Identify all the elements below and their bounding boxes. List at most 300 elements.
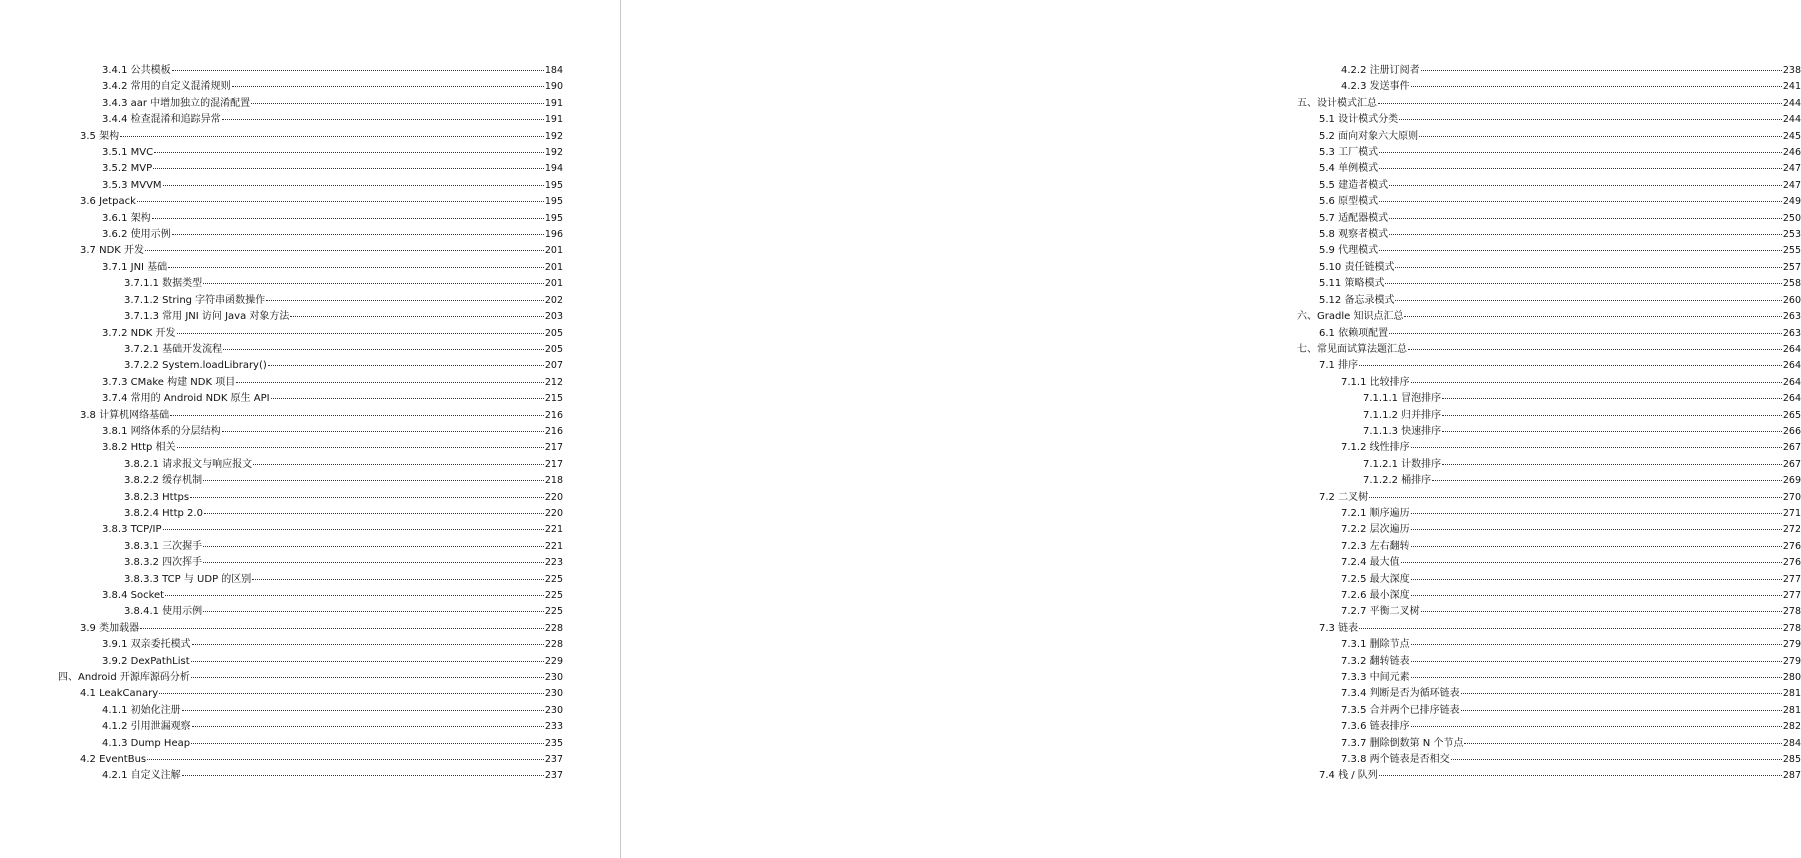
toc-entry-title: 7.1 排序 (1319, 360, 1359, 372)
toc-entry-title: 4.1.2 引用泄漏观察 (102, 721, 191, 733)
toc-entry-title: 七、常见面试算法题汇总 (1297, 343, 1407, 355)
toc-dot-leader (204, 513, 544, 514)
toc-dot-leader (1411, 447, 1782, 448)
toc-entry[interactable] (1297, 194, 1801, 210)
toc-entry-title: 6.1 依赖项配置 (1319, 327, 1389, 339)
toc-entry-page-number: 195 (544, 196, 563, 208)
toc-entry-page-number: 229 (544, 655, 563, 667)
toc-entry-page-number: 192 (544, 147, 563, 159)
toc-dot-leader (268, 365, 544, 366)
toc-entry-title: 4.2.1 自定义注解 (102, 770, 181, 782)
toc-entry-title: 3.7.3 CMake 构建 NDK 项目 (102, 376, 236, 388)
toc-entry-title: 3.6.2 使用示例 (102, 229, 171, 241)
toc-dot-leader (1461, 710, 1782, 711)
toc-entry-title: 7.3.6 链表排序 (1341, 721, 1410, 733)
toc-dot-leader (1385, 283, 1781, 284)
toc-entry-title: 5.11 策略模式 (1319, 278, 1385, 290)
toc-entry-page-number: 285 (1782, 754, 1801, 766)
toc-dot-leader (1359, 365, 1782, 366)
toc-entry[interactable] (1297, 145, 1801, 161)
toc-entry-title: 7.2.7 平衡二叉树 (1341, 606, 1420, 618)
toc-entry-page-number: 205 (544, 343, 563, 355)
toc-entry[interactable] (58, 473, 563, 489)
toc-entry-title: 5.1 设计模式分类 (1319, 114, 1399, 126)
toc-dot-leader (1411, 382, 1782, 383)
toc-entry[interactable] (58, 326, 563, 342)
toc-entry[interactable] (1297, 539, 1801, 555)
toc-entry[interactable] (58, 276, 563, 292)
toc-dot-leader (1432, 480, 1782, 481)
toc-dot-leader (1379, 775, 1782, 776)
toc-entry[interactable] (1297, 522, 1801, 538)
toc-dot-leader (253, 464, 544, 465)
toc-entry-page-number: 277 (1782, 590, 1801, 601)
toc-entry[interactable] (58, 768, 563, 784)
toc-entry-title: 3.9 类加载器 (80, 622, 140, 634)
toc-entry-page-number: 191 (544, 97, 563, 109)
toc-entry-page-number: 279 (1782, 655, 1801, 667)
toc-entry[interactable] (1297, 243, 1801, 259)
toc-entry[interactable] (1297, 555, 1801, 571)
toc-entry-title: 3.8.2 Http 相关 (102, 442, 176, 454)
toc-entry[interactable] (1297, 326, 1801, 342)
toc-dot-leader (236, 382, 544, 383)
toc-entry[interactable] (58, 572, 563, 588)
toc-dot-leader (203, 480, 544, 481)
toc-dot-leader (266, 300, 544, 301)
toc-entry-page-number: 281 (1782, 688, 1801, 700)
toc-entry[interactable] (1297, 703, 1801, 719)
toc-dot-leader (145, 250, 544, 251)
toc-dot-leader (1389, 185, 1782, 186)
toc-entry-page-number: 216 (544, 409, 563, 421)
toc-dot-leader (1411, 529, 1782, 530)
toc-entry[interactable] (58, 161, 563, 177)
toc-entry[interactable] (1297, 670, 1801, 686)
toc-dot-leader (1451, 759, 1782, 760)
toc-entry[interactable] (1297, 506, 1801, 522)
toc-entry-page-number: 230 (544, 672, 563, 684)
toc-entry-title: 3.5.3 MVVM (102, 179, 162, 191)
toc-entry[interactable] (1297, 719, 1801, 735)
toc-entry[interactable] (58, 375, 563, 391)
toc-entry[interactable] (58, 342, 563, 358)
toc-entry[interactable] (58, 654, 563, 670)
toc-dot-leader (1379, 250, 1782, 251)
toc-entry[interactable] (1297, 309, 1801, 325)
toc-entry[interactable] (58, 457, 563, 473)
toc-entry-page-number: 230 (544, 688, 563, 700)
toc-entry-page-number: 267 (1782, 442, 1801, 454)
toc-entry-title: 3.4.2 常用的自定义混淆规则 (102, 81, 231, 93)
toc-dot-leader (159, 693, 544, 694)
toc-entry-page-number: 250 (1782, 212, 1801, 224)
toc-entry-title: 7.3.5 合并两个已排序链表 (1341, 704, 1460, 716)
toc-entry-title: 3.7.2.2 System.loadLibrary() (124, 360, 267, 372)
toc-entry[interactable] (58, 588, 563, 604)
toc-dot-leader (222, 431, 544, 432)
toc-dot-leader (1442, 398, 1782, 399)
toc-entry[interactable] (1297, 457, 1801, 473)
toc-entry[interactable] (1297, 736, 1801, 752)
toc-dot-leader (271, 398, 544, 399)
toc-entry[interactable] (58, 63, 563, 79)
toc-entry[interactable] (1297, 473, 1801, 489)
toc-entry-page-number: 212 (544, 376, 563, 388)
toc-entry-title: 5.5 建造者模式 (1319, 179, 1389, 191)
toc-entry-page-number: 184 (544, 65, 563, 76)
toc-entry-page-number: 277 (1782, 573, 1801, 585)
toc-entry[interactable] (1297, 63, 1801, 79)
toc-entry[interactable] (58, 637, 563, 653)
toc-entry[interactable] (58, 539, 563, 555)
toc-dot-leader (192, 726, 544, 727)
toc-entry[interactable] (1297, 161, 1801, 177)
toc-entry[interactable] (58, 490, 563, 506)
toc-entry-title: 3.6.1 架构 (102, 212, 151, 224)
toc-entry-page-number: 264 (1782, 343, 1801, 355)
toc-dot-leader (1369, 497, 1782, 498)
toc-entry-page-number: 284 (1782, 737, 1801, 749)
toc-entry-page-number: 278 (1782, 606, 1801, 618)
toc-entry[interactable] (1297, 572, 1801, 588)
toc-entry-title: 3.7.2.1 基础开发流程 (124, 343, 223, 355)
toc-entry-page-number: 190 (544, 81, 563, 93)
toc-entry-page-number: 260 (1782, 294, 1801, 306)
toc-entry[interactable] (58, 522, 563, 538)
toc-entry-page-number: 233 (544, 721, 563, 733)
toc-entry-page-number: 247 (1782, 179, 1801, 191)
toc-dot-leader (1411, 86, 1782, 87)
toc-entry-title: 7.2.6 最小深度 (1341, 590, 1410, 601)
toc-entry-title: 3.9.2 DexPathList (102, 655, 190, 667)
toc-entry-title: 3.6 Jetpack (80, 196, 136, 208)
toc-entry-page-number: 217 (544, 458, 563, 470)
toc-entry[interactable] (58, 293, 563, 309)
toc-entry-title: 5.4 单例模式 (1319, 163, 1379, 175)
toc-dot-leader (1421, 70, 1782, 71)
toc-entry-title: 3.7.1.3 常用 JNI 访问 Java 对象方法 (124, 311, 290, 323)
toc-dot-leader (1419, 136, 1782, 137)
toc-entry-page-number: 282 (1782, 721, 1801, 733)
toc-entry-title: 4.1.3 Dump Heap (102, 737, 191, 749)
toc-dot-leader (170, 415, 544, 416)
toc-dot-leader (1359, 628, 1782, 629)
toc-entry[interactable] (1297, 391, 1801, 407)
toc-entry[interactable] (58, 408, 563, 424)
toc-entry[interactable] (1297, 211, 1801, 227)
toc-entry-title: 7.3 链表 (1319, 622, 1359, 634)
toc-entry-title: 5.7 适配器模式 (1319, 212, 1389, 224)
toc-dot-leader (1411, 579, 1782, 580)
toc-entry-page-number: 244 (1782, 114, 1801, 126)
toc-entry-page-number: 249 (1782, 196, 1801, 208)
toc-entry-title: 4.2 EventBus (80, 754, 147, 766)
toc-dot-leader (1411, 546, 1782, 547)
toc-entry[interactable] (1297, 686, 1801, 702)
toc-entry[interactable] (1297, 358, 1801, 374)
toc-entry-page-number: 228 (544, 622, 563, 634)
toc-dot-leader (203, 611, 544, 612)
toc-entry[interactable] (58, 129, 563, 145)
toc-dot-leader (177, 333, 544, 334)
toc-entry-page-number: 194 (544, 163, 563, 175)
toc-entry-title: 7.1.2.2 桶排序 (1363, 475, 1432, 487)
toc-dot-leader (203, 546, 544, 547)
toc-dot-leader (1411, 677, 1782, 678)
toc-entry-title: 3.9.1 双亲委托模式 (102, 639, 191, 651)
toc-entry-title: 5.12 备忘录模式 (1319, 294, 1395, 306)
toc-entry-title: 3.4.4 检查混淆和追踪异常 (102, 114, 221, 126)
toc-entry[interactable] (1297, 424, 1801, 440)
toc-entry-title: 3.8.2.4 Http 2.0 (124, 507, 203, 519)
toc-entry[interactable] (58, 752, 563, 768)
toc-entry[interactable] (58, 227, 563, 243)
toc-entry-title: 五、设计模式汇总 (1297, 97, 1377, 109)
toc-entry[interactable] (1297, 375, 1801, 391)
toc-entry-page-number: 255 (1782, 245, 1801, 257)
toc-entry[interactable] (1297, 621, 1801, 637)
toc-entry-title: 3.4.3 aar 中增加独立的混淆配置 (102, 97, 251, 109)
toc-entry-title: 3.7 NDK 开发 (80, 245, 144, 257)
toc-entry-title: 六、Gradle 知识点汇总 (1297, 311, 1404, 323)
toc-entry-page-number: 281 (1782, 704, 1801, 716)
toc-entry-page-number: 267 (1782, 458, 1801, 470)
toc-entry[interactable] (58, 703, 563, 719)
toc-entry-page-number: 201 (544, 278, 563, 290)
toc-entry[interactable] (58, 260, 563, 276)
toc-dot-leader (1461, 693, 1782, 694)
toc-entry-page-number: 195 (544, 212, 563, 224)
toc-entry-title: 4.1.1 初始化注册 (102, 704, 181, 716)
toc-entry-page-number: 201 (544, 245, 563, 257)
toc-dot-leader (182, 710, 544, 711)
toc-entry[interactable] (58, 621, 563, 637)
toc-entry-page-number: 221 (544, 540, 563, 552)
toc-entry[interactable] (58, 719, 563, 735)
toc-dot-leader (182, 775, 544, 776)
toc-entry-title: 7.3.1 删除节点 (1341, 639, 1410, 651)
toc-entry-page-number: 245 (1782, 130, 1801, 142)
toc-entry-title: 7.4 栈 / 队列 (1319, 770, 1378, 782)
toc-dot-leader (177, 447, 544, 448)
toc-entry-page-number: 218 (544, 475, 563, 487)
toc-entry[interactable] (1297, 588, 1801, 604)
toc-dot-leader (1379, 201, 1782, 202)
toc-entry-title: 3.8.2.2 缓存机制 (124, 475, 203, 487)
toc-dot-leader (137, 201, 544, 202)
toc-entry-title: 3.4.1 公共模板 (102, 65, 171, 76)
toc-entry[interactable] (58, 194, 563, 210)
toc-entry[interactable] (58, 736, 563, 752)
toc-entry[interactable] (58, 424, 563, 440)
toc-entry-title: 7.2.2 层次遍历 (1341, 524, 1410, 536)
toc-dot-leader (147, 759, 544, 760)
toc-entry-title: 4.2.3 发送事件 (1341, 81, 1410, 93)
toc-entry-page-number: 265 (1782, 409, 1801, 421)
toc-entry-page-number: 270 (1782, 491, 1801, 503)
toc-entry-title: 3.5.2 MVP (102, 163, 153, 175)
toc-dot-leader (191, 677, 544, 678)
toc-entry[interactable] (1297, 260, 1801, 276)
toc-entry-page-number: 230 (544, 704, 563, 716)
toc-entry[interactable] (58, 96, 563, 112)
toc-entry[interactable] (1297, 490, 1801, 506)
toc-entry-title: 7.2.4 最大值 (1341, 557, 1400, 569)
toc-entry-page-number: 225 (544, 606, 563, 618)
toc-entry-page-number: 237 (544, 754, 563, 766)
toc-dot-leader (1442, 464, 1782, 465)
toc-entry-title: 7.3.8 两个链表是否相交 (1341, 754, 1450, 766)
toc-entry[interactable] (1297, 752, 1801, 768)
toc-dot-leader (120, 136, 544, 137)
toc-dot-leader (1379, 152, 1782, 153)
toc-entry[interactable] (1297, 768, 1801, 784)
toc-dot-leader (1399, 119, 1782, 120)
toc-dot-leader (190, 497, 544, 498)
toc-entry-title: 5.6 原型模式 (1319, 196, 1379, 208)
toc-entry[interactable] (58, 506, 563, 522)
toc-entry[interactable] (58, 686, 563, 702)
toc-entry-page-number: 205 (544, 327, 563, 339)
toc-entry[interactable] (1297, 129, 1801, 145)
toc-entry-title: 7.1.1 比较排序 (1341, 376, 1410, 388)
toc-dot-leader (222, 119, 544, 120)
toc-entry[interactable] (1297, 440, 1801, 456)
toc-entry-title: 7.1.1.3 快速排序 (1363, 425, 1442, 437)
toc-entry-title: 3.8.2.3 Https (124, 491, 190, 503)
toc-entry-page-number: 220 (544, 507, 563, 519)
toc-dot-leader (1442, 415, 1782, 416)
toc-entry[interactable] (1297, 178, 1801, 194)
toc-dot-leader (172, 234, 544, 235)
toc-entry[interactable] (58, 211, 563, 227)
toc-entry[interactable] (58, 670, 563, 686)
toc-entry-title: 7.2.5 最大深度 (1341, 573, 1410, 585)
toc-entry[interactable] (58, 145, 563, 161)
toc-entry[interactable] (58, 391, 563, 407)
toc-entry-page-number: 235 (544, 737, 563, 749)
toc-entry-page-number: 207 (544, 360, 563, 372)
toc-entry[interactable] (1297, 408, 1801, 424)
toc-entry-page-number: 201 (544, 261, 563, 273)
toc-entry-page-number: 276 (1782, 557, 1801, 569)
toc-entry[interactable] (1297, 293, 1801, 309)
toc-entry[interactable] (1297, 342, 1801, 358)
toc-dot-leader (1411, 726, 1782, 727)
toc-entry[interactable] (1297, 604, 1801, 620)
toc-entry-title: 3.5 架构 (80, 130, 120, 142)
toc-dot-leader (1421, 611, 1782, 612)
toc-entry[interactable] (1297, 654, 1801, 670)
toc-dot-leader (1411, 644, 1782, 645)
toc-entry-title: 4.1 LeakCanary (80, 688, 159, 700)
toc-entry[interactable] (58, 243, 563, 259)
toc-entry-title: 3.8.3.2 四次挥手 (124, 557, 203, 569)
toc-entry[interactable] (1297, 79, 1801, 95)
toc-dot-leader (223, 349, 544, 350)
toc-dot-leader (1464, 743, 1781, 744)
toc-entry[interactable] (58, 440, 563, 456)
toc-entry[interactable] (58, 358, 563, 374)
toc-entry-page-number: 272 (1782, 524, 1801, 536)
toc-dot-leader (172, 70, 544, 71)
toc-dot-leader (154, 152, 544, 153)
toc-entry[interactable] (1297, 276, 1801, 292)
toc-list-left (58, 63, 563, 785)
toc-entry[interactable] (58, 112, 563, 128)
toc-entry-title: 5.9 代理模式 (1319, 245, 1379, 257)
toc-entry-page-number: 257 (1782, 261, 1801, 273)
toc-entry-page-number: 244 (1782, 97, 1801, 109)
toc-entry[interactable] (1297, 112, 1801, 128)
toc-dot-leader (1442, 431, 1782, 432)
toc-entry-page-number: 258 (1782, 278, 1801, 290)
toc-entry-page-number: 191 (544, 114, 563, 126)
toc-entry-page-number: 195 (544, 179, 563, 191)
toc-entry-title: 7.3.7 删除倒数第 N 个节点 (1341, 737, 1464, 749)
toc-entry-title: 3.8.4.1 使用示例 (124, 606, 203, 618)
toc-entry-title: 3.8.3 TCP/IP (102, 524, 162, 536)
toc-entry[interactable] (58, 555, 563, 571)
toc-entry-title: 5.8 观察者模式 (1319, 229, 1389, 241)
toc-dot-leader (1401, 562, 1782, 563)
toc-entry-page-number: 269 (1782, 475, 1801, 487)
toc-entry-title: 7.3.4 判断是否为循环链表 (1341, 688, 1460, 700)
toc-entry[interactable] (58, 604, 563, 620)
toc-entry-page-number: 253 (1782, 229, 1801, 241)
toc-entry-page-number: 271 (1782, 507, 1801, 519)
toc-entry-title: 3.5.1 MVC (102, 147, 154, 159)
toc-entry-page-number: 228 (544, 639, 563, 651)
toc-entry-page-number: 203 (544, 311, 563, 323)
toc-entry-title: 3.8.4 Socket (102, 590, 165, 601)
toc-dot-leader (153, 168, 544, 169)
toc-entry[interactable] (1297, 227, 1801, 243)
toc-entry-title: 四、Android 开源库源码分析 (58, 672, 190, 684)
toc-list-right (1297, 63, 1801, 785)
toc-entry-page-number: 216 (544, 425, 563, 437)
toc-entry[interactable] (1297, 637, 1801, 653)
toc-entry-title: 7.2 二叉树 (1319, 491, 1369, 503)
toc-page-right (621, 0, 1801, 858)
toc-entry-page-number: 196 (544, 229, 563, 241)
toc-entry-page-number: 237 (544, 770, 563, 782)
toc-entry[interactable] (58, 79, 563, 95)
toc-entry-page-number: 241 (1782, 81, 1801, 93)
toc-entry-page-number: 263 (1782, 327, 1801, 339)
toc-entry-title: 7.3.3 中间元素 (1341, 672, 1410, 684)
toc-entry-page-number: 264 (1782, 376, 1801, 388)
toc-dot-leader (168, 267, 544, 268)
toc-entry[interactable] (58, 178, 563, 194)
toc-entry[interactable] (1297, 96, 1801, 112)
toc-entry-title: 5.2 面向对象六大原则 (1319, 130, 1419, 142)
toc-entry-page-number: 287 (1782, 770, 1801, 782)
toc-dot-leader (203, 283, 544, 284)
toc-entry-title: 3.8 计算机网络基础 (80, 409, 170, 421)
toc-entry-page-number: 263 (1782, 311, 1801, 323)
toc-dot-leader (251, 103, 544, 104)
toc-entry-title: 7.1.1.1 冒泡排序 (1363, 393, 1442, 405)
toc-entry-page-number: 276 (1782, 540, 1801, 552)
toc-entry-title: 7.1.2.1 计数排序 (1363, 458, 1442, 470)
toc-dot-leader (191, 661, 544, 662)
toc-entry[interactable] (58, 309, 563, 325)
toc-dot-leader (1389, 234, 1782, 235)
toc-entry-title: 7.2.3 左右翻转 (1341, 540, 1410, 552)
toc-dot-leader (165, 595, 544, 596)
